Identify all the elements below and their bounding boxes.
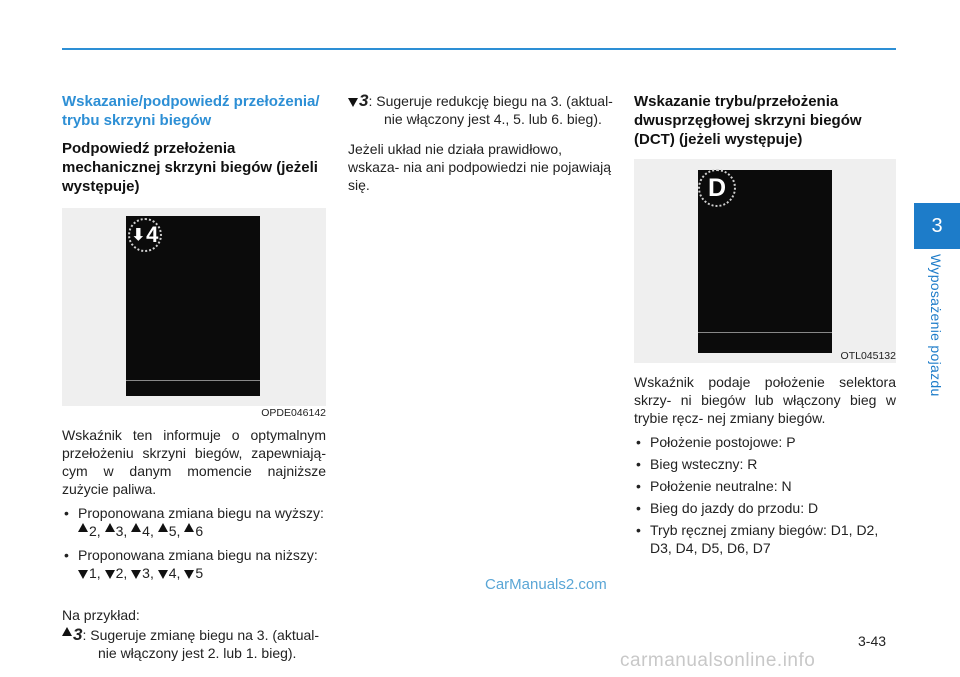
up-gear: 2 (89, 523, 97, 539)
column-1 (62, 92, 326, 662)
example-label: Na przykład: (62, 607, 140, 623)
triangle-up-icon (78, 523, 88, 532)
example-down-gear: 3 (359, 91, 369, 110)
triangle-up-icon (184, 523, 194, 532)
up-gear: 6 (195, 523, 204, 539)
section-title-dct: Wskazanie trybu/przełożenia dwusprzęgłowej skrzyni biegów (DCT) (jeżeli występuje) (634, 93, 862, 148)
triangle-down-icon (105, 570, 115, 579)
example-downshift (348, 92, 612, 128)
example-up-gear: 3 (73, 625, 83, 644)
down-gear: 4 (168, 565, 177, 581)
triangle-up-icon (158, 523, 168, 532)
column-2 (348, 92, 612, 194)
list-item: • Bieg do jazdy do przodu: D (634, 499, 896, 517)
upshift-label: Proponowana zmiana biegu na wyższy: (78, 505, 324, 521)
example-down-text-1: : Sugeruje redukcję biegu na 3. (aktual- (368, 93, 613, 109)
triangle-down-icon (78, 570, 88, 579)
footer-watermark: carmanualsonline.info (620, 650, 816, 671)
intro-paragraph: Wskaźnik ten informuje o optymalnym przełożeniu skrzyni biegów, zapewniają- cym w danym momencie najniższe zużycie paliwa. (62, 427, 326, 497)
downshift-gears: 1, 2, 3, 4, 5 (78, 565, 203, 581)
screen-divider (126, 380, 260, 381)
down-gear: 2 (115, 565, 124, 581)
down-gear: 1 (89, 565, 97, 581)
page-number: 3-43 (858, 633, 887, 649)
list-item-upshift (62, 504, 326, 540)
subsection-title-manual: Podpowiedź przełożenia mechanicznej skrzyni biegów (jeżeli występuje) (62, 140, 318, 195)
triangle-up-icon (105, 523, 115, 532)
figure-code: OTL045132 (840, 350, 896, 362)
dct-intro-paragraph: Wskaźnik podaje położenie selektora skrzy- ni biegów lub włączony bieg w trybie ręcz- nej zmiany biegów. (634, 374, 896, 426)
down-gear: 3 (142, 565, 150, 581)
triangle-up-icon (131, 523, 141, 532)
gear-hint-number: 4 (146, 222, 159, 247)
triangle-down-icon (158, 570, 168, 579)
triangle-down-icon (348, 98, 358, 107)
malfunction-note: Jeżeli układ nie działa prawidłowo, wskaza- nia ani podpowiedzi nie pojawiają się. (348, 141, 612, 193)
list-item: • Bieg wsteczny: R (634, 455, 896, 473)
figure-dct-cluster (634, 159, 896, 363)
screen-divider (698, 332, 832, 333)
chapter-number-tab[interactable]: 3 (914, 203, 960, 249)
gear-mode-badge: D (698, 169, 736, 207)
top-rule (62, 48, 896, 50)
example-upshift (62, 626, 326, 662)
example-up-text-1: : Sugeruje zmianę biegu na 3. (aktual- (82, 627, 320, 643)
upshift-gears: 2, 3, 4, 5, 6 (78, 523, 203, 539)
list-item: • Położenie neutralne: N (634, 477, 896, 495)
list-item-downshift (62, 546, 326, 582)
example-up-text-2: nie włączony jest 2. lub 1. bieg). (98, 645, 297, 661)
gear-hint-badge (128, 218, 162, 252)
list-item: • Tryb ręcznej zmiany biegów: D1, D2, D3, D4, D5, D6, D7 (634, 521, 896, 557)
down-gear: 5 (195, 565, 204, 581)
example-down-text-2: nie włączony jest 4., 5. lub 6. bieg). (384, 111, 602, 127)
figure-manual-cluster (62, 208, 326, 419)
up-gear: 3 (115, 523, 124, 539)
hint-list (62, 504, 326, 582)
triangle-down-icon (184, 570, 194, 579)
up-gear: 5 (168, 523, 177, 539)
figure-code: OPDE046142 (261, 407, 326, 419)
chapter-title: Wyposażenie pojazdu (928, 254, 944, 397)
arrow-down-icon: ⬇ (131, 227, 146, 244)
dct-mode-list (634, 433, 896, 557)
chapter-title-vertical (916, 254, 956, 404)
column-3 (634, 92, 896, 557)
downshift-label: Proponowana zmiana biegu na niższy: (78, 547, 318, 563)
list-item: • Położenie postojowe: P (634, 433, 896, 451)
triangle-down-icon (131, 570, 141, 579)
watermark-link[interactable]: CarManuals2.com (485, 576, 607, 593)
triangle-up-icon (62, 627, 72, 636)
section-title-gear-indicator: Wskazanie/podpowiedź przełożenia/ trybu skrzyni biegów (62, 93, 320, 129)
up-gear: 4 (142, 523, 150, 539)
